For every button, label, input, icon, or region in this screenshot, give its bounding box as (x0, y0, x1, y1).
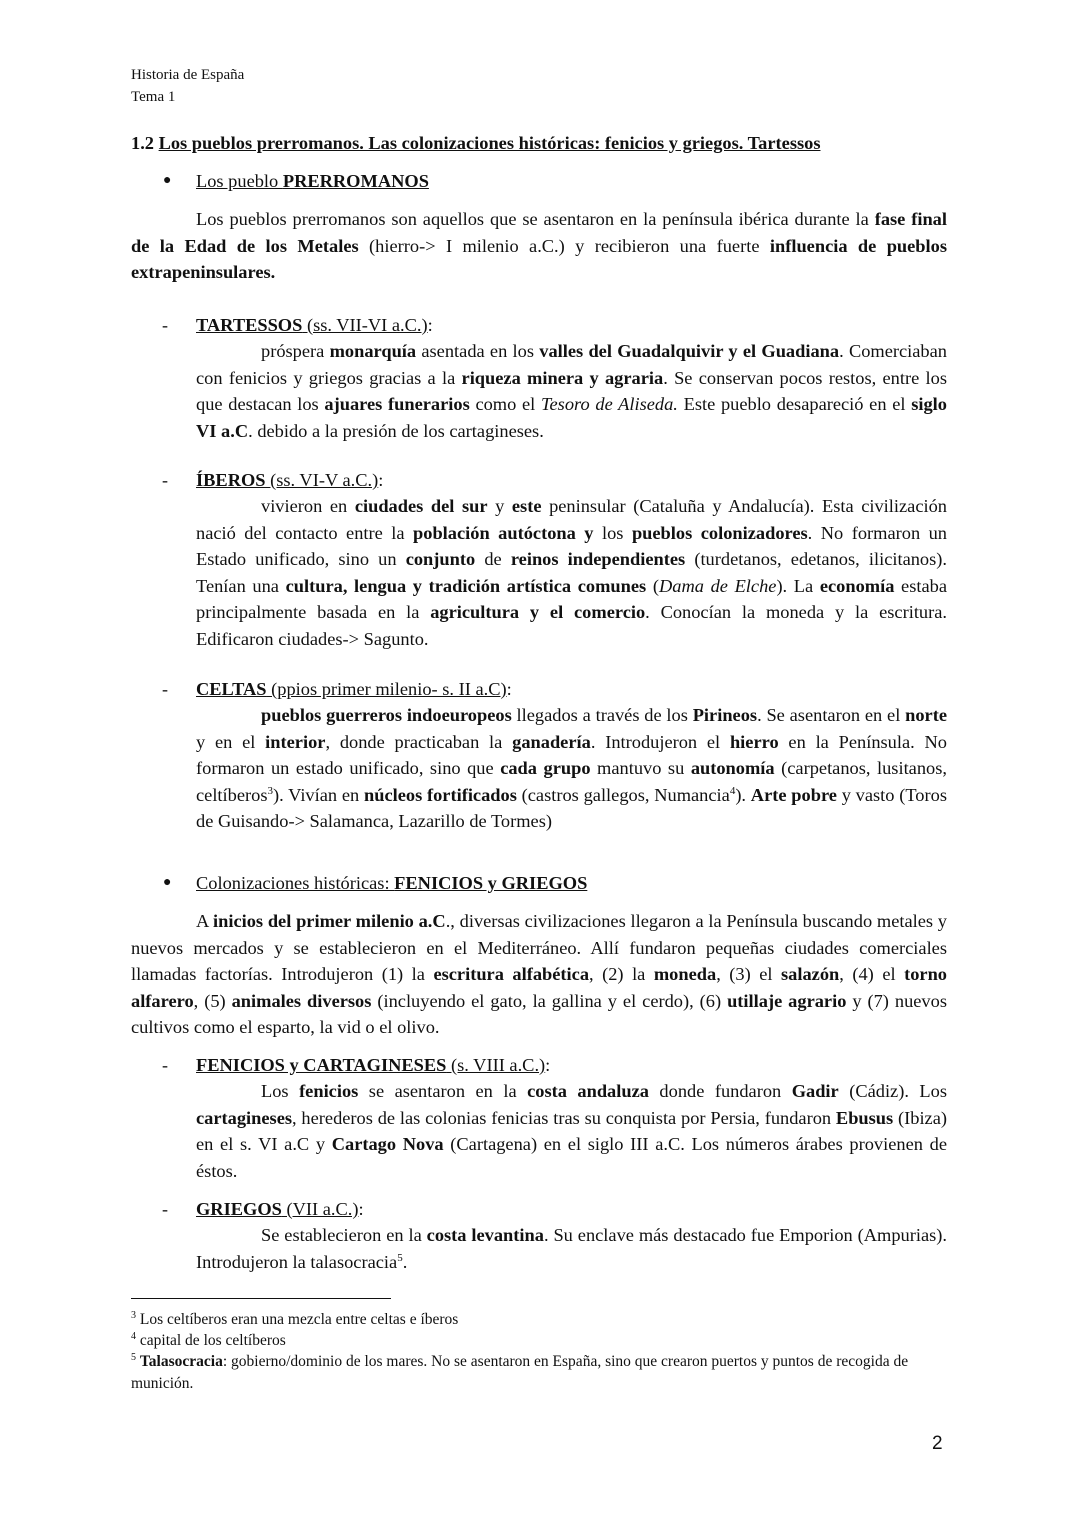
text-run: : (427, 315, 433, 335)
text-run: monarquía (329, 341, 417, 361)
text-run: : (506, 679, 512, 699)
text-run: en la Península. No formaron un estado unificado, sino que (196, 731, 947, 778)
text-run: . Se asentaron en el (757, 705, 906, 725)
heading-fenicios (196, 1052, 947, 1079)
text-run: (Cartagena) en el siglo III a.C. Los números árabes provienen de éstos. (196, 1134, 947, 1181)
body-griegos (196, 1222, 947, 1275)
text-run: . Se conservan pocos restos, entre los que destacan los (196, 367, 948, 414)
text-run: influencia de pueblos extrapeninsulares. (131, 235, 947, 282)
text-run: los (593, 522, 632, 543)
text-run: interior (265, 731, 326, 752)
text-run: (Cádiz). Los (838, 1081, 947, 1101)
text-run: autonomía (690, 758, 775, 778)
body-fenicios (196, 1078, 947, 1184)
text-run: (carpetanos, lusitanos, celtíberos (196, 758, 947, 805)
text-run: peninsular (Cataluña y Andalucía). Esta civilización nació del contacto entre la (196, 496, 948, 543)
text-run: . debido a la presión de los cartagineses. (248, 420, 544, 441)
text-run: fase final de la Edad de los Metales (131, 209, 947, 256)
text-run: , (5) (193, 990, 232, 1011)
heading-iberos (196, 467, 947, 494)
text-run: . Su enclave más destacado fue Emporion (Ampurias). Introdujeron la talasocracia (196, 1225, 947, 1272)
text-run: (VII a.C.) (281, 1199, 359, 1219)
text-run: se asentaron en la (358, 1081, 528, 1101)
text-run: ÍBEROS (196, 470, 266, 490)
text-run: . Conocían la moneda y la escritura. Edificaron ciudades-> Sagunto. (196, 602, 948, 649)
text-run: donde fundaron (648, 1081, 792, 1101)
text-run: (incluyendo el gato, la gallina y el cerdo), (6) (371, 990, 728, 1011)
text-run: Arte pobre (750, 784, 837, 805)
text-run: Tesoro de Aliseda. (540, 394, 678, 414)
text-run: mantuvo su (590, 758, 691, 778)
footnote-ref: 4 (729, 784, 736, 797)
text-run: agricultura y el comercio (430, 602, 646, 622)
text-run: cartagineses (196, 1107, 293, 1128)
text-run: (turdetanos, edetanos, ilicitanos). Tenían una (196, 549, 948, 596)
footnote-ref: 5 (397, 1251, 403, 1264)
text-run: llegados a través de los (511, 705, 693, 725)
text-run: Cartago Nova (331, 1134, 444, 1154)
bullet-prerromanos (196, 168, 947, 195)
text-run: TARTESSOS (196, 315, 303, 335)
footnote-5 (131, 1351, 947, 1394)
text-run: Dama de Elche (658, 575, 777, 596)
text-run: escritura alfabética (433, 964, 590, 984)
text-run: . Introdujeron el (590, 731, 730, 752)
text-run: norte (905, 705, 947, 725)
text-run: , herederos de las colonias fenicias tras su conquista por Persia, fundaron (292, 1107, 836, 1128)
text-run: : (358, 1199, 364, 1219)
body-tartessos (196, 338, 947, 444)
text-run: Los pueblos prerromanos son aquellos que se asentaron en la península ibérica durante la (196, 209, 875, 229)
heading-griegos (196, 1196, 947, 1223)
text-run: y (7) nuevos cultivos como el esparto, la vid o el olivo. (131, 990, 947, 1037)
text-run: utillaje agrario (727, 990, 847, 1011)
text-run: , (3) el (716, 964, 782, 984)
text-run: Los pueblo (196, 171, 283, 191)
footnote-ref: 3 (267, 784, 273, 797)
text-run: Gadir (791, 1081, 839, 1101)
text-run: . No formaron un Estado unificado, sino un (196, 522, 948, 569)
text-run: ). (735, 784, 751, 805)
text-run: (hierro-> I milenio a.C.) y recibieron una fuerte (358, 235, 770, 256)
text-run: fenicios (299, 1081, 359, 1101)
text-run: próspera (261, 341, 330, 361)
text-run: , (4) el (839, 964, 905, 984)
text-run: 1.2 (131, 133, 159, 153)
text-run: pueblos colonizadores (631, 522, 808, 543)
text-run: valles del Guadalquivir y el Guadiana (539, 341, 840, 361)
dash-icon: - (162, 1055, 168, 1075)
text-run: A (196, 911, 214, 931)
text-run: capital de los celtíberos (136, 1332, 286, 1349)
dash-icon: - (162, 470, 168, 490)
text-run: : (545, 1055, 551, 1075)
footnote-3 (131, 1309, 947, 1331)
text-run: FENICIOS y CARTAGINESES (196, 1055, 447, 1075)
text-run: ganadería (512, 731, 591, 752)
text-run: , donde practicaban la (325, 731, 513, 752)
text-run: costa levantina (426, 1225, 544, 1245)
text-run: cultura, lengua y tradición artística comunes (285, 575, 647, 596)
text-run: ciudades del sur (354, 496, 488, 516)
text-run: FENICIOS y GRIEGOS (394, 873, 588, 893)
text-run: (ss. VI-V a.C.) (265, 470, 379, 490)
bullet-icon: ● (163, 875, 172, 890)
text-run: riqueza minera y agraria (461, 367, 664, 388)
text-run: Pirineos (692, 705, 758, 725)
text-run: ., diversas civilizaciones llegaron a la Península buscando metales y nuevos mercados y se establecieron en el Mediterráneo. Allí fundaron pequeñas ciudades comerciales llamadas factorías. Introdujeron (1) la (131, 911, 947, 984)
text-run: asentada en los (416, 341, 540, 361)
text-run: : (378, 470, 384, 490)
text-run: Colonizaciones históricas: (196, 873, 395, 893)
text-run: (s. VIII a.C.) (446, 1055, 546, 1075)
footnote-ref: 5 (131, 1351, 136, 1363)
dash-icon: - (162, 1199, 168, 1219)
text-run: ). Vivían en (273, 784, 364, 805)
page-number: 2 (932, 1433, 943, 1454)
text-run: (ss. VII-VI a.C.) (302, 315, 428, 335)
body-iberos (196, 493, 947, 652)
text-run: pueblos guerreros indoeuropeos (261, 705, 512, 725)
text-run: torno alfarero (131, 964, 947, 1011)
text-run: economía (819, 575, 895, 596)
text-run: siglo VI a.C (196, 394, 947, 441)
text-run: y en el (196, 731, 266, 752)
text-run: costa andaluza (527, 1081, 649, 1101)
text-run: (ppios primer milenio- s. II a.C) (266, 679, 507, 699)
bullet-icon: ● (163, 173, 172, 188)
text-run: . (402, 1251, 408, 1272)
text-run: , (2) la (589, 964, 654, 984)
text-run: Los pueblos prerromanos. Las colonizaciones históricas: fenicios y griegos. Tartessos (158, 133, 821, 153)
text-run: GRIEGOS (196, 1199, 282, 1219)
text-run: animales diversos (231, 990, 372, 1011)
dash-icon: - (162, 315, 168, 335)
text-run: hierro (729, 731, 779, 752)
body-celtas (196, 702, 947, 835)
text-run: ajuares funerarios (324, 394, 470, 414)
text-run: ( (646, 575, 659, 596)
heading-celtas (196, 676, 947, 703)
footnote-separator (131, 1298, 391, 1299)
text-run: como el (469, 394, 541, 414)
text-run: núcleos fortificados (363, 784, 517, 805)
text-run: reinos independientes (510, 549, 686, 569)
paragraph-prerromanos (131, 206, 947, 286)
text-run: estaba principalmente basada en la (196, 575, 947, 622)
text-run: Los (261, 1081, 300, 1101)
text-run: este (511, 496, 542, 516)
text-run: y (487, 496, 512, 516)
text-run: Ebusus (835, 1107, 894, 1128)
text-run: Se establecieron en la (261, 1225, 427, 1245)
text-run: de (475, 549, 511, 569)
text-run: : gobierno/dominio de los mares. No se asentaron en España, sino que crearon puertos y puntos de recogida de munición. (131, 1353, 909, 1392)
text-run: población autóctona y (413, 522, 594, 543)
text-run: y vasto (Toros de Guisando-> Salamanca, Lazarillo de Tormes) (196, 784, 947, 831)
bullet-colonizaciones (196, 870, 947, 897)
text-run: conjunto (405, 549, 476, 569)
text-run: CELTAS (196, 679, 267, 699)
footnote-ref: 4 (131, 1330, 136, 1342)
dash-icon: - (162, 679, 168, 699)
footnote-4 (131, 1330, 947, 1352)
text-run: PRERROMANOS (282, 171, 429, 191)
text-run: cada grupo (500, 758, 591, 778)
text-run: vivieron en (261, 496, 355, 516)
text-run: ). La (776, 575, 820, 596)
text-run: (castros gallegos, Numancia (516, 784, 730, 805)
section-title (131, 130, 947, 157)
text-run: Este pueblo desapareció en el (677, 394, 912, 414)
footnote-ref: 3 (131, 1309, 136, 1321)
text-run: moneda (653, 964, 717, 984)
text-run: . Comerciaban con fenicios y griegos gracias a la (196, 341, 947, 388)
text-run: (Ibiza) en el s. VI a.C y (196, 1107, 948, 1154)
text-run: salazón (781, 964, 840, 984)
text-run: Talasocracia (139, 1353, 223, 1370)
paragraph-colonizaciones (131, 908, 947, 1041)
heading-tartessos (196, 312, 947, 339)
text-run: inicios del primer milenio a.C (213, 911, 446, 931)
text-run: Los celtíberos eran una mezcla entre celtas e íberos (136, 1311, 459, 1328)
header-subject: Historia de España (131, 67, 245, 83)
header-topic: Tema 1 (131, 89, 176, 105)
